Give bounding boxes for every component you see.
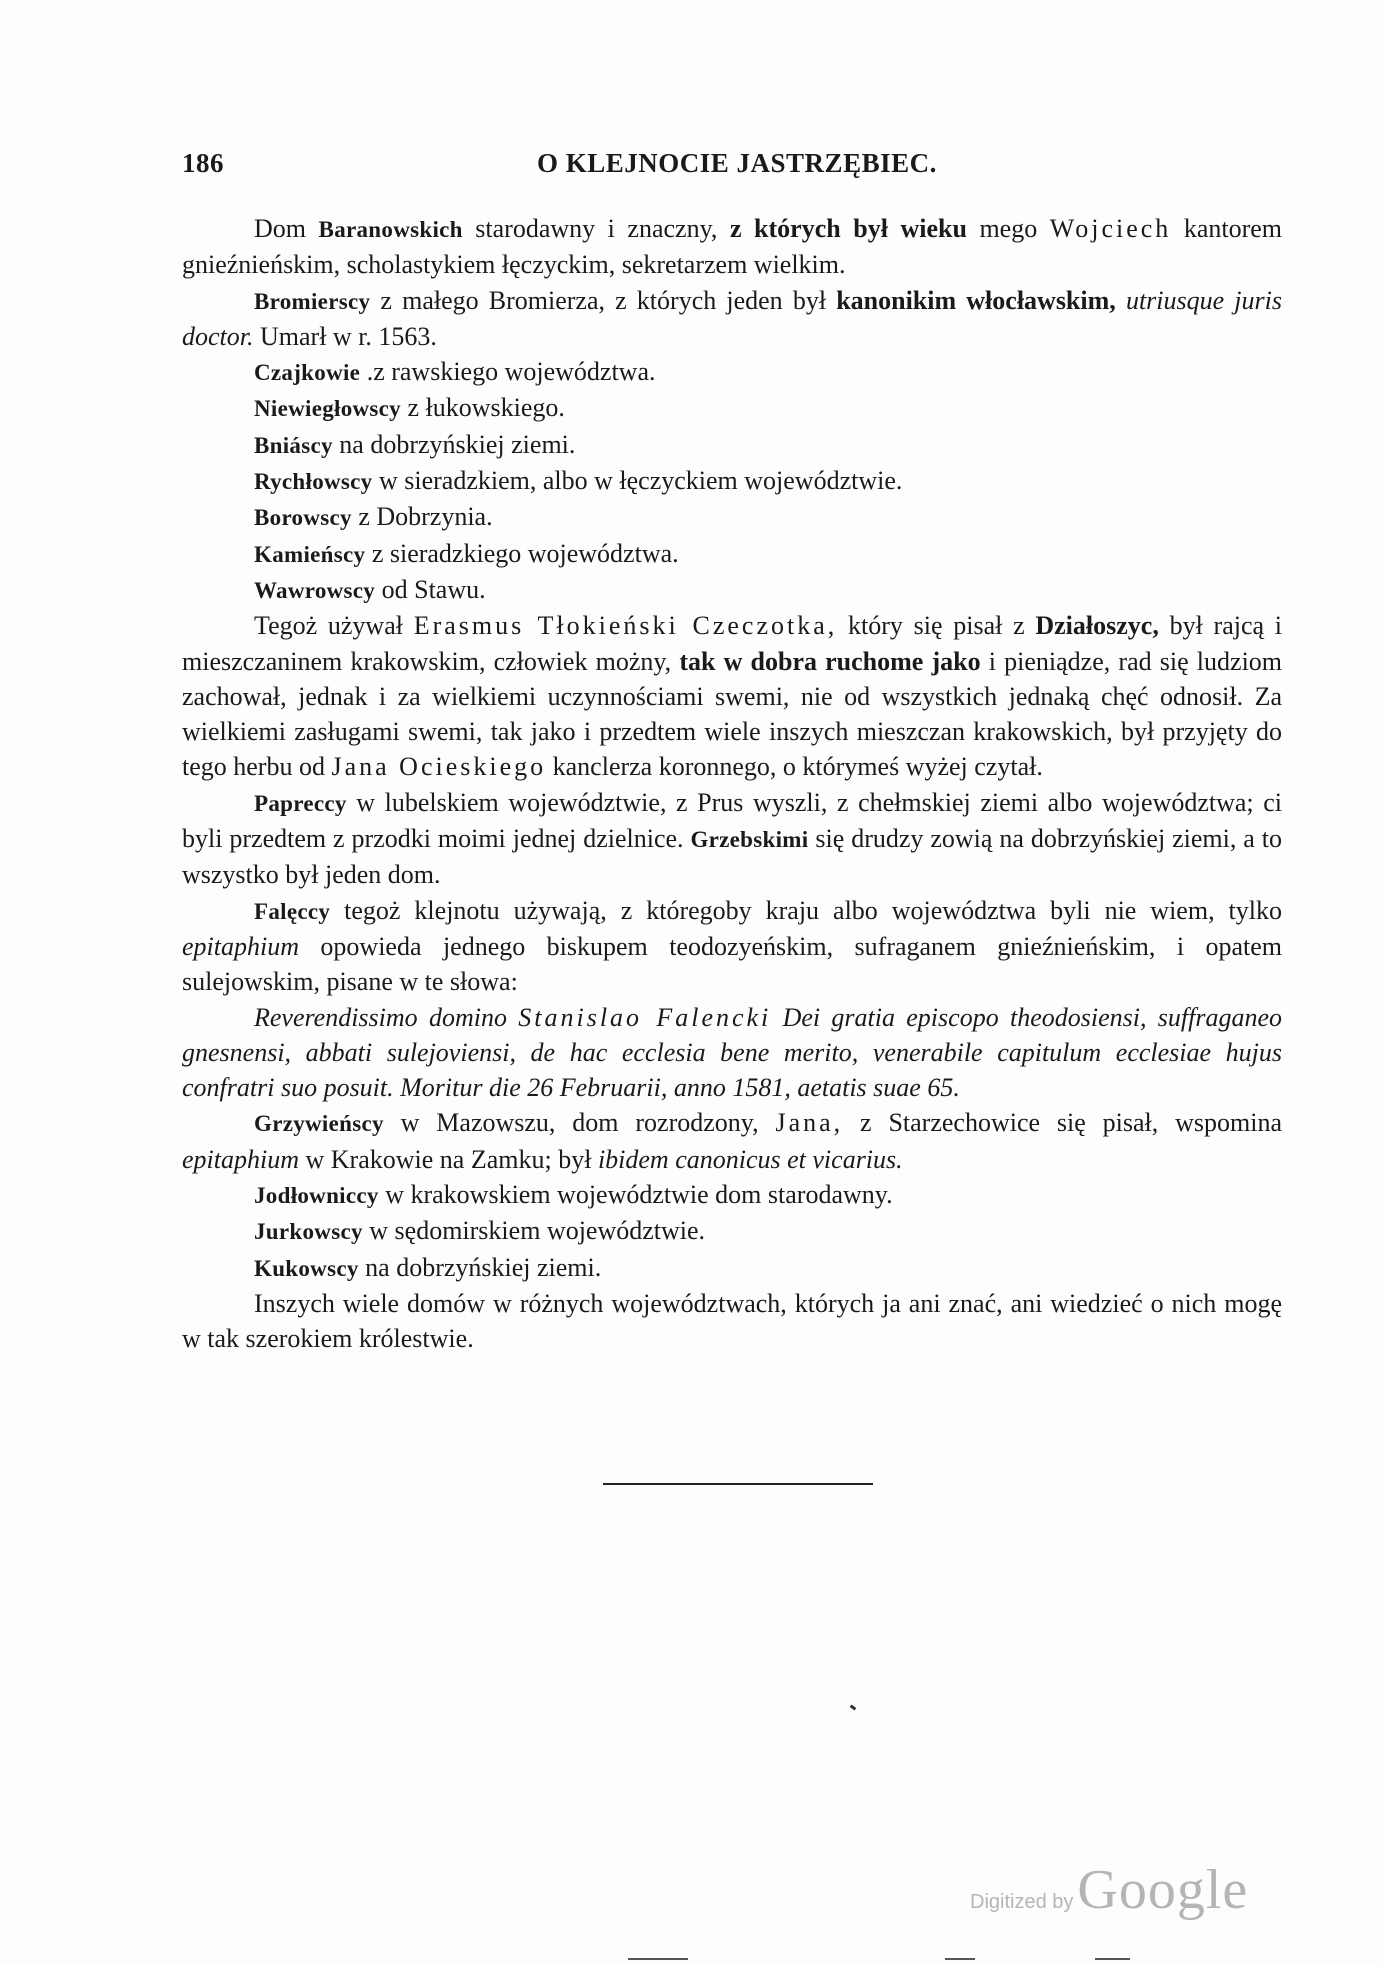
- paragraph: [182, 1213, 1282, 1249]
- family-name: Rychłowscy: [254, 469, 373, 495]
- family-name: Jodłowniccy: [254, 1183, 379, 1209]
- text-segment: który się pisał z: [837, 611, 1036, 641]
- personal-name: Erasmus Tłokieński Czeczotka,: [413, 611, 838, 641]
- family-name: Kamieńscy: [254, 541, 366, 567]
- text-segment: z sieradzkiego województwa.: [365, 538, 679, 568]
- latin-text: utriusque juris doctor.: [182, 285, 1282, 351]
- family-name: Falęccy: [254, 898, 331, 924]
- paragraph: [182, 283, 1282, 355]
- page-number: 186: [182, 148, 224, 178]
- personal-name: Wojciech: [1049, 214, 1172, 243]
- emphasis-text: Działoszyc,: [1035, 611, 1159, 641]
- text-segment: na dobrzyńskiej ziemi.: [332, 429, 576, 459]
- family-name: Baranowskich: [318, 217, 463, 242]
- section-divider-rule: [603, 1483, 873, 1485]
- text-segment: .z rawskiego województwa.: [360, 357, 656, 387]
- paragraph: [182, 893, 1282, 1000]
- text-segment: z Dobrzynia.: [351, 502, 493, 532]
- google-logo: Google: [1077, 1859, 1249, 1921]
- personal-name: Jana Ocieskiego: [331, 752, 547, 782]
- family-name: Grzywieńscy: [254, 1111, 384, 1137]
- text-segment: tegoż klejnotu używają, z któregoby kraju albo województwa byli nie wiem, tylko: [330, 895, 1282, 925]
- paragraph: [182, 463, 1282, 499]
- paragraph: [182, 572, 1282, 608]
- paragraph: [182, 1286, 1282, 1357]
- scan-speck: [850, 1705, 857, 1711]
- family-name: Kukowscy: [254, 1255, 359, 1281]
- text-segment: Umarł w r. 1563.: [253, 321, 437, 351]
- text-segment: kanclerza koronnego, o którymeś wyżej czytał.: [546, 752, 1043, 782]
- paragraph: [182, 1177, 1282, 1213]
- text-segment: i pieniądze, rad się ludziom zachował, jednak i za wielkiemi uczynnościami swemi, nie od wszystkich jednaką chęć odnosił. Za wielkiemi zasługami swemi, tak jako i przedtem wiele inszych mieszczan krakowskich, był przyjęty do tego herbu od: [182, 646, 1283, 782]
- text-segment: w lubelskiem województwie, z Prus wyszli, z chełmskiej ziemi albo województwa; ci byli przedtem z przodki moimi jednej dzielnice.: [182, 787, 1282, 854]
- family-name: Niewiegłowscy: [254, 396, 401, 422]
- paragraph: [182, 536, 1282, 572]
- text-segment: się drudzy zowią na dobrzyńskiej ziemi, a to wszystko był jeden dom.: [182, 824, 1282, 890]
- family-name: Grzebskimi: [690, 827, 809, 853]
- text-segment: mego: [966, 214, 1050, 243]
- text-segment: opowieda jednego biskupem teodozyeńskim, sufraganem gnieźnieńskim, i opatem sulejowskim, pisane w te słowa:: [182, 931, 1282, 997]
- paragraph: [182, 390, 1282, 426]
- text-segment: [1116, 286, 1126, 315]
- paragraph: [182, 1250, 1282, 1286]
- text-segment: starodawny i znaczny,: [462, 214, 730, 243]
- text-segment: od Stawu.: [375, 574, 486, 604]
- text-segment: z małego Bromierza, z których jeden był: [370, 285, 837, 315]
- text-segment: z łukowskiego.: [400, 393, 565, 423]
- scan-edge-mark: [1095, 1958, 1130, 1960]
- scan-edge-mark: [945, 1958, 975, 1960]
- watermark-prefix: Digitized by: [970, 1891, 1074, 1913]
- text-segment: Tegoż używał: [254, 611, 414, 641]
- paragraph: [182, 211, 1282, 283]
- paragraph: [182, 1105, 1282, 1177]
- text-segment: Dom: [254, 214, 319, 243]
- latin-text: epitaphium: [182, 1144, 299, 1174]
- text-segment: w sędomirskiem województwie.: [362, 1216, 706, 1246]
- personal-name: Jana,: [775, 1108, 844, 1138]
- emphasis-text: z których był wieku: [729, 214, 967, 243]
- family-name: Papreccy: [254, 790, 347, 816]
- digitized-watermark: [970, 1858, 1248, 1922]
- paragraph: [182, 785, 1282, 893]
- latin-text: ibidem canonicus et vicarius.: [597, 1144, 903, 1174]
- latin-text: epitaphium: [182, 931, 299, 961]
- text-segment: w Krakowie na Zamku; był: [299, 1144, 598, 1174]
- personal-name: Stanislao Falencki: [518, 1002, 772, 1032]
- paragraph: [182, 354, 1282, 390]
- family-name: Wawrowscy: [254, 577, 376, 603]
- emphasis-text: kanonikim włocławskim,: [836, 285, 1116, 315]
- text-segment: w sieradzkiem, albo w łęczyckiem województwie.: [372, 466, 903, 496]
- text-segment: na dobrzyńskiej ziemi.: [358, 1252, 602, 1282]
- family-name: Borowscy: [254, 505, 352, 531]
- scan-edge-mark: [628, 1958, 688, 1960]
- running-title: O KLEJNOCIE JASTRZĘBIEC.: [537, 148, 937, 178]
- family-name: Czajkowie: [254, 360, 361, 386]
- latin-text: Reverendissimo domino: [254, 1002, 519, 1032]
- paragraph: [182, 608, 1282, 784]
- text-segment: Inszych wiele domów w różnych województwach, których ja ani znać, ani wiedzieć o nich mogę w tak szerokiem królestwie.: [182, 1288, 1282, 1354]
- family-name: Bromierscy: [254, 288, 371, 314]
- page-header: [182, 148, 1282, 188]
- page-body-text: [182, 211, 1282, 1357]
- emphasis-text: tak w dobra ruchome jako: [679, 646, 981, 676]
- text-segment: z Starzechowice się pisał, wspomina: [843, 1108, 1282, 1138]
- text-segment: kantorem gnieźnieńskim, scholastykiem łęczyckim, sekretarzem wielkim.: [182, 214, 1283, 280]
- text-segment: był rajcą i mieszczaninem krakowskim, człowiek możny,: [182, 611, 1282, 676]
- family-name: Jurkowscy: [254, 1219, 363, 1245]
- paragraph: [182, 1000, 1282, 1106]
- family-name: Bniáscy: [254, 432, 333, 458]
- text-segment: w krakowskiem województwie dom starodawny.: [378, 1180, 893, 1210]
- text-segment: w Mazowszu, dom rozrodzony,: [383, 1108, 776, 1138]
- latin-text: Dei gratia episcopo theodosiensi, suffraganeo gnesnensi, abbati sulejoviensi, de hac ecclesia bene merito, venerabile capitulum ecclesiae hujus confratri suo posuit. Moritur die 26 Februarii, anno 1581, aetatis suae 65.: [182, 1002, 1282, 1103]
- paragraph: [182, 427, 1282, 463]
- paragraph: [182, 499, 1282, 535]
